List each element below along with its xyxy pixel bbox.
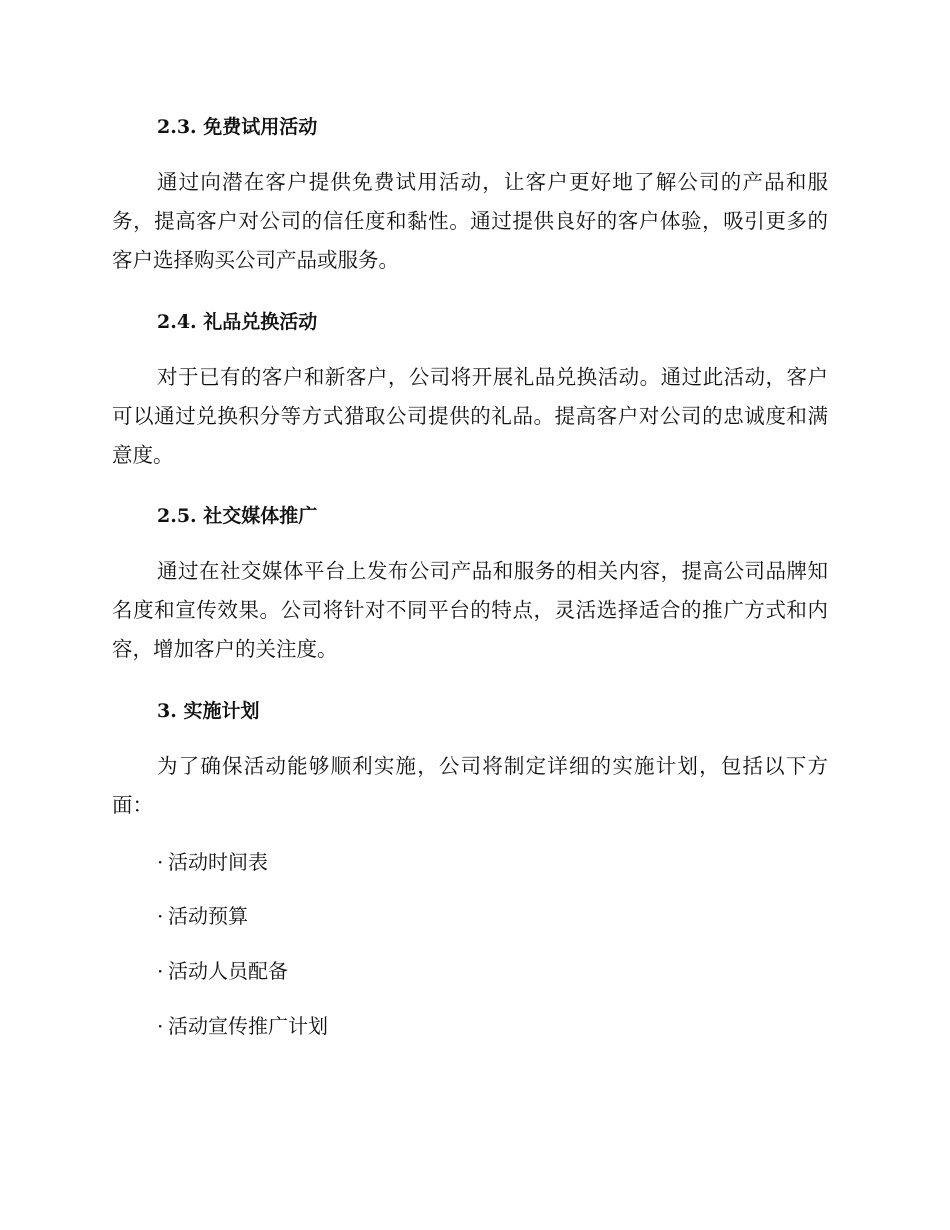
bullet-marker: ·	[157, 959, 164, 983]
section-heading-2-3: 2.3. 免费试用活动	[157, 116, 318, 138]
list-item-text: 活动时间表	[168, 850, 268, 874]
section-heading-2-5: 2.5. 社交媒体推广	[157, 505, 318, 527]
bullet-marker: ·	[157, 904, 164, 928]
section-heading-3: 3. 实施计划	[157, 700, 260, 722]
bullet-marker: ·	[157, 850, 164, 874]
section-paragraph-3: 为了确保活动能够顺利实施，公司将制定详细的实施计划，包括以下方面：	[112, 754, 828, 817]
list-item-text: 活动预算	[168, 904, 248, 928]
list-item	[157, 957, 288, 985]
section-paragraph-2-5: 通过在社交媒体平台上发布公司产品和服务的相关内容，提高公司品牌知名度和宣传效果。公司将针对不同平台的特点，灵活选择适合的推广方式和内容，增加客户的关注度。	[112, 559, 828, 661]
section-paragraph-2-4: 对于已有的客户和新客户，公司将开展礼品兑换活动。通过此活动，客户可以通过兑换积分等方式猎取公司提供的礼品。提高客户对公司的忠诚度和满意度。	[112, 365, 828, 467]
bullet-marker: ·	[157, 1014, 164, 1038]
list-item	[157, 902, 248, 930]
section-heading-2-4: 2.4. 礼品兑换活动	[157, 311, 318, 333]
list-item	[157, 848, 268, 876]
list-item	[157, 1012, 328, 1040]
list-item-text: 活动宣传推广计划	[168, 1014, 328, 1038]
section-paragraph-2-3: 通过向潜在客户提供免费试用活动，让客户更好地了解公司的产品和服务，提高客户对公司的信任度和黏性。通过提供良好的客户体验，吸引更多的客户选择购买公司产品或服务。	[112, 170, 828, 272]
list-item-text: 活动人员配备	[168, 959, 288, 983]
